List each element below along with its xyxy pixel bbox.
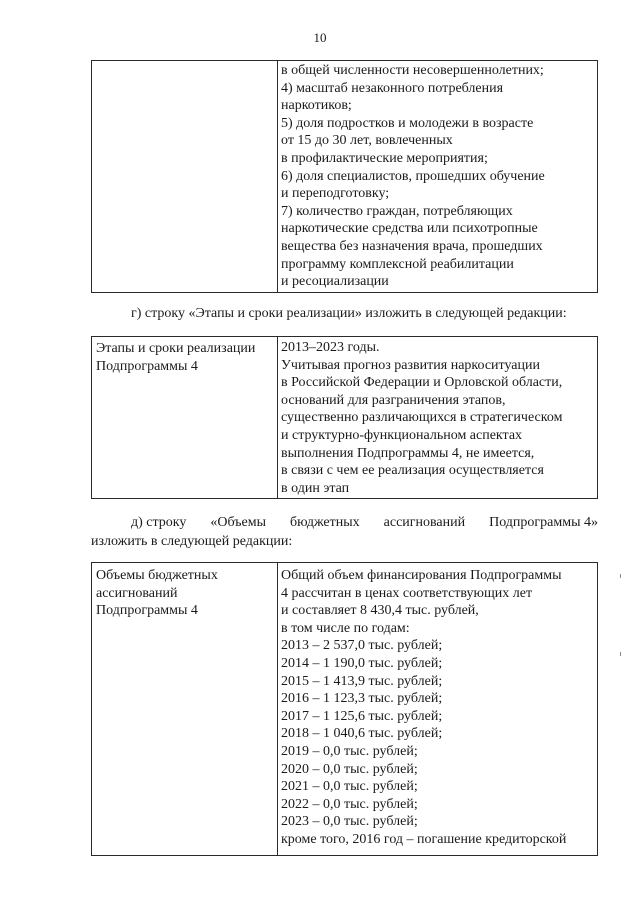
text-line: Подпрограммы 4 (96, 358, 198, 374)
scan-mark (620, 574, 621, 578)
text-line: 2014 – 1 190,0 тыс. рублей; (281, 655, 443, 671)
text-line: в связи с чем ее реализация осуществляется (281, 463, 544, 479)
text-line: 2022 – 0,0 тыс. рублей; (281, 796, 418, 812)
text-line: 2023 – 0,0 тыс. рублей; (281, 814, 418, 830)
text-line: 2018 – 1 040,6 тыс. рублей; (281, 726, 443, 742)
text-line: 4 рассчитан в ценах соответствующих лет (281, 585, 533, 601)
text-line: 2015 – 1 413,9 тыс. рублей; (281, 673, 443, 689)
text-line: вещества без назначения врача, прошедших (281, 238, 543, 254)
amendment-paragraph-d-continuation: изложить в следующей редакции: (91, 534, 293, 549)
text-line: Объемы бюджетных (96, 568, 218, 583)
text-line: оснований для разграничения этапов, (281, 392, 506, 408)
text-line: 2020 – 0,0 тыс. рублей; (281, 761, 418, 777)
text-line: от 15 до 30 лет, вовлеченных (281, 133, 453, 149)
text-word: ассигнований (383, 515, 466, 530)
amendment-paragraph-d (131, 513, 598, 532)
table-cell-value (278, 337, 598, 499)
text-line: 2021 – 0,0 тыс. рублей; (281, 779, 418, 795)
table-row (92, 61, 598, 293)
table-cell-label (92, 61, 278, 293)
text-line: Подпрограммы 4 (96, 603, 198, 619)
table-cell-value (278, 61, 598, 293)
text-line: в один этап (281, 480, 350, 496)
indicators-table-continuation (91, 60, 598, 293)
text-line: и составляет 8 430,4 тыс. рублей, (281, 603, 479, 619)
text-word: бюджетных (289, 515, 360, 530)
text-line: 2016 – 1 123,3 тыс. рублей; (281, 691, 443, 707)
text-line: 2017 – 1 125,6 тыс. рублей; (281, 708, 443, 724)
text-line: 7) количество граждан, потребляющих (281, 203, 513, 219)
table-cell-label (92, 563, 278, 856)
amendment-paragraph-g: г) строку «Этапы и сроки реализации» изложить в следующей редакции: (131, 306, 567, 321)
text-word: Подпрограммы 4» (489, 515, 598, 530)
text-line: существенно различающихся в стратегическом (281, 410, 563, 426)
text-line: 2019 – 0,0 тыс. рублей; (281, 743, 418, 759)
stages-table (91, 336, 598, 499)
table-cell-value (278, 563, 598, 856)
text-line: 2013–2023 годы. (281, 340, 380, 355)
text-line: Учитывая прогноз развития наркоситуации (281, 357, 540, 373)
text-line: наркотиков; (281, 98, 352, 114)
text-line: 2013 – 2 537,0 тыс. рублей; (281, 638, 443, 654)
text-line: кроме того, 2016 год – погашение кредиторской (281, 831, 567, 847)
text-line: наркотические средства или психотропные (281, 221, 538, 237)
text-line: и структурно-функциональном аспектах (281, 427, 523, 443)
scan-mark (620, 652, 621, 656)
text-line: Общий объем финансирования Подпрограммы (281, 568, 562, 583)
text-line: в Российской Федерации и Орловской области, (281, 375, 563, 391)
text-line: 6) доля специалистов, прошедших обучение (281, 168, 545, 184)
text-line: 5) доля подростков и молодежи в возрасте (281, 115, 534, 131)
text-line: в том числе по годам: (281, 620, 410, 636)
text-line: программу комплексной реабилитации (281, 256, 514, 272)
text-line: и переподготовку; (281, 186, 390, 202)
text-line: ассигнований (96, 585, 178, 601)
budget-table (91, 562, 598, 856)
text-line: выполнения Подпрограммы 4, не имеется, (281, 445, 535, 461)
text-word: «Объемы (210, 515, 266, 530)
table-cell-label (92, 337, 278, 499)
text-word: д) строку (131, 515, 187, 530)
text-line: в профилактические мероприятия; (281, 150, 488, 166)
table-row (92, 337, 598, 499)
text-line: 4) масштаб незаконного потребления (281, 80, 504, 96)
text-line: в общей численности несовершеннолетних; (281, 63, 544, 78)
text-line: и ресоциализации (281, 274, 389, 290)
text-line: Этапы и сроки реализации (96, 341, 256, 356)
table-row (92, 563, 598, 856)
page-number: 10 (313, 30, 327, 45)
